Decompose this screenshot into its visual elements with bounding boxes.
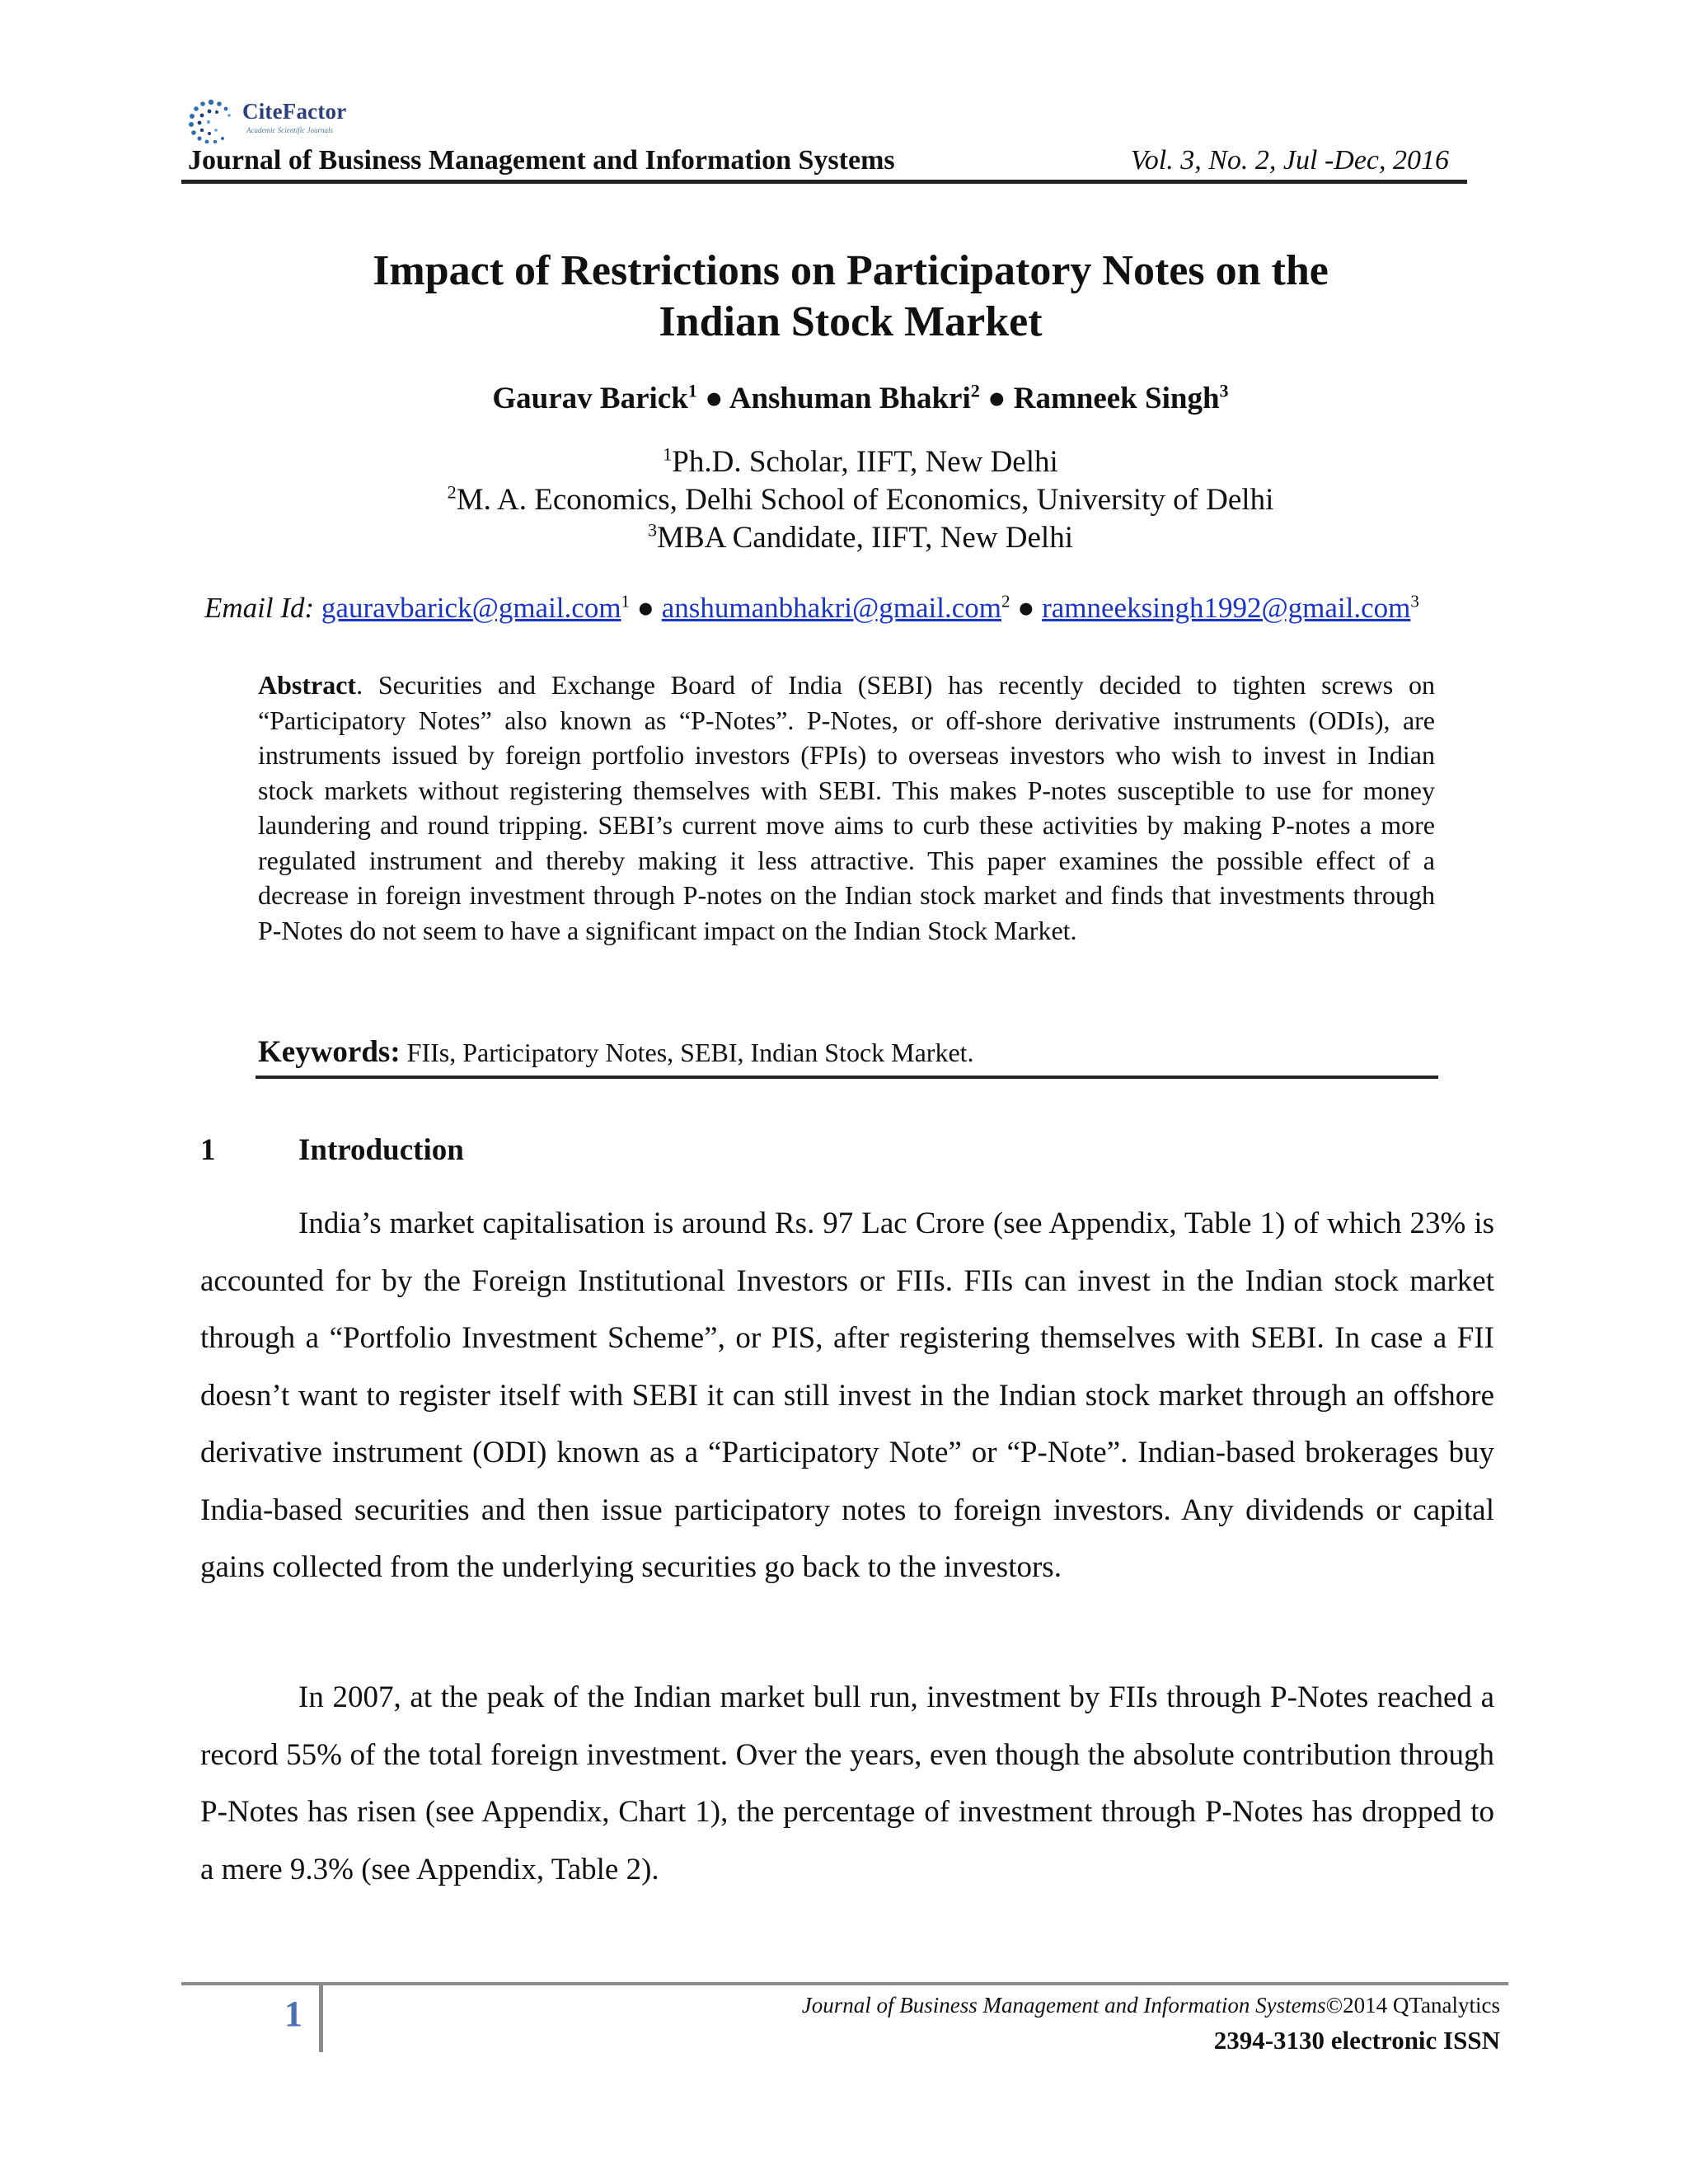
email-sup: 1 [621,591,631,612]
footer-rule [181,1982,1508,1985]
email-link[interactable]: anshumanbhakri@gmail.com [661,592,1001,624]
citefactor-logo [185,97,366,143]
affiliation-text: M. A. Economics, Delhi School of Economics, University of Delhi [456,483,1274,517]
footer-issn: 2394-3130 electronic ISSN [1213,2026,1500,2055]
header-volume: Vol. 3, No. 2, Jul -Dec, 2016 [1130,145,1449,176]
affiliation [33,443,1688,481]
email-sup: 2 [1001,591,1010,612]
keywords-label: Keywords: [258,1035,401,1069]
email-label: Email Id: [204,592,315,624]
email-link[interactable]: ramneeksingh1992@gmail.com [1042,592,1411,624]
header-journal-name: Journal of Business Management and Information Systems [188,145,895,176]
email-separator: ● [1017,592,1035,624]
abstract-label: Abstract [258,670,357,700]
footer-journal-name: Journal of Business Management and Information Systems [801,1993,1326,2018]
author-sup: 1 [687,380,697,401]
keywords-rule [256,1076,1438,1079]
email-line [204,592,1419,625]
logo-name: CiteFactor [242,99,347,124]
affiliations [0,443,1688,557]
affiliation [33,481,1688,519]
section-title: Introduction [298,1133,464,1167]
author-sup: 2 [970,380,980,401]
author-name: Ramneek Singh [1013,382,1220,415]
logo-tagline: Academic Scientific Journals [246,126,333,134]
keywords-text: FIIs, Participatory Notes, SEBI, Indian Stock Market. [406,1038,974,1067]
header-rule [181,180,1467,184]
author-sup: 3 [1219,380,1229,401]
footer-copyright: ©2014 QTanalytics [1325,1993,1500,2018]
author-name: Gaurav Barick [492,382,688,415]
affiliation-sup: 2 [447,481,457,503]
body-paragraph: In 2007, at the peak of the Indian market bull run, investment by FIIs through P-Notes reached a record 55% of the total foreign investment. Over the years, even though the absolute contribution through P-Notes has risen (see Appendix, Chart 1), the percentage of investment through P-Notes has dropped to a mere 9.3% (see Appendix, Table 2). [200,1680,1494,1886]
paper-title [0,246,1688,348]
section-number: 1 [200,1133,216,1167]
abstract-text: . Securities and Exchange Board of India (SEBI) has recently decided to tighten screws on “Participatory Notes” also known as “P-Notes”. P-Notes, or off-shore derivative instruments (ODIs), are instruments issued by foreign portfolio investors (FPIs) to overseas investors who wish to invest in Indian stock markets without registering themselves with SEBI. This makes P-notes susceptible to use for money laundering and round tripping. SEBI’s current move aims to curb these activities by making P-notes a more regulated instrument and thereby making it less attractive. This paper examines the possible effect of a decrease in foreign investment through P-notes on the Indian stock market and finds that investments through P-Notes do not seem to have a significant impact on the Indian Stock Market. [258,670,1435,945]
title-line-2: Indian Stock Market [659,298,1043,345]
author-separator: ● [987,382,1006,415]
email-link[interactable]: gauravbarick@gmail.com [321,592,621,624]
author-name: Anshuman Bhakri [729,382,971,415]
author-separator: ● [705,382,724,415]
body-paragraph: India’s market capitalisation is around Rs. 97 Lac Crore (see Appendix, Table 1) of which 23% is accounted for by the Foreign Institutional Investors or FIIs. FIIs can invest in the Indian stock market through a “Portfolio Investment Scheme”, or PIS, after registering themselves with SEBI. In case a FII doesn’t want to register itself with SEBI it can still invest in the Indian stock market through an offshore derivative instrument (ODI) known as a “Participatory Note” or “P-Note”. Indian-based brokerages buy India-based securities and then issue participatory notes to foreign investors. Any dividends or capital gains collected from the underlying securities go back to the investors. [200,1207,1494,1584]
affiliation-text: MBA Candidate, IIFT, New Delhi [657,521,1073,555]
affiliation-sup: 1 [663,443,673,465]
affiliation [33,519,1688,557]
abstract [258,668,1435,948]
title-line-1: Impact of Restrictions on Participatory Notes on the [373,247,1329,294]
affiliation-sup: 3 [648,519,658,541]
footer-journal [802,1993,1500,2018]
email-separator: ● [636,592,654,624]
footer-divider [319,1985,323,2052]
affiliation-text: Ph.D. Scholar, IIFT, New Delhi [672,445,1058,479]
keywords [258,1034,1435,1070]
page-number: 1 [284,1994,302,2034]
author-list [0,381,1688,416]
logo-dots-icon [185,97,237,143]
email-sup: 3 [1410,591,1419,612]
